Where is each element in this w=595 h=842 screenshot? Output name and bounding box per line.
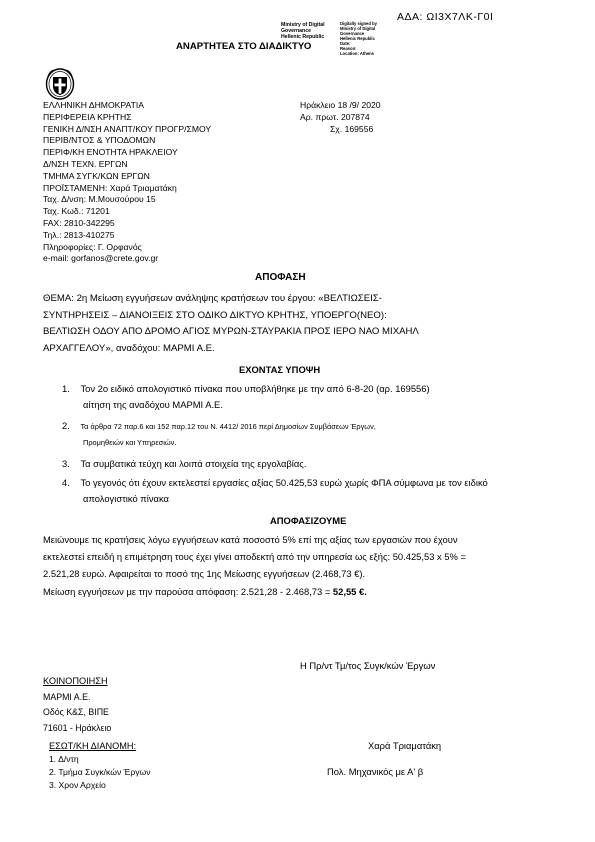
decision-text — [43, 531, 466, 600]
signature-right-line: Ministry of Digital — [340, 26, 376, 31]
sender-line: ΠΕΡΙΒ/ΝΤΟΣ & ΥΠΟΔΟΜΩΝ — [43, 135, 156, 146]
decision-summary — [43, 583, 466, 600]
signature-left-line: Ministry of Digital — [281, 22, 325, 28]
ada-code: ΑΔΑ: ΩΙ3Χ7ΛΚ-Γ0Ι — [397, 11, 494, 23]
distribution-line: 2. Τμήμα Συγκ/κών Έργων — [49, 767, 151, 777]
distribution-block — [49, 740, 151, 792]
notification-line: 71601 - Ηράκλειο — [43, 722, 112, 733]
subject-line: ΑΡΧΑΓΓΕΛΟΥ», αναδόχου: ΜΑΡΜΙ Α.Ε. — [43, 342, 215, 354]
distribution-line: 3. Χρον Αρχείο — [49, 780, 106, 790]
subject-line: ΘΕΜΑ: 2η Μείωση εγγυήσεων ανάληψης κρατήσεων του έργου: «ΒΕΛΤΙΩΣΕΙΣ- — [43, 293, 382, 304]
signature-right-line: Governance — [340, 31, 365, 36]
sender-line: ΠΡΟΪΣΤΑΜΕΝΗ: Χαρά Τριαματάκη — [43, 182, 177, 193]
considering-item — [62, 456, 306, 472]
sender-line: ΠΕΡΙΦ/ΚΗ ΕΝΟΤΗΤΑ ΗΡΑΚΛΕΙΟΥ — [43, 147, 178, 158]
distribution-line: 1. Δ/ντη — [49, 754, 79, 764]
item-number: 3. — [62, 458, 70, 469]
item-text: Τα συμβατικά τεύχη και λοιπά στοιχεία της εργολαβίας. — [80, 458, 307, 469]
notification-line: ΜΑΡΜΙ Α.Ε. — [43, 691, 91, 702]
related-number: Σχ. 169556 — [330, 123, 374, 134]
notification-block — [43, 674, 111, 736]
sender-line: FAX: 2810-342295 — [43, 217, 115, 228]
decision-line: εκτελεστεί επειδή η επιμέτρηση τους έχει γίνει αποδεκτή από την υπηρεσία ως εξής: 50.425,53 x 5% = — [43, 551, 466, 563]
considering-item — [62, 381, 430, 413]
item-text-cont: αίτηση της αναδόχου ΜΑΡΜΙ Α.Ε. — [83, 399, 223, 411]
signatory-name: Χαρά Τριαματάκη — [368, 740, 442, 751]
subject-line: ΣΥΝΤΗΡΗΣΕΙΣ – ΔΙΑΝΟΙΞΕΙΣ ΣΤΟ ΟΔΙΚΟ ΔΙΚΤΥΟ ΚΡΗΤΗΣ, ΥΠΟΕΡΓΟ(ΝΕΟ): — [43, 309, 387, 321]
distribution-heading: ΕΣΩΤ/ΚΗ ΔΙΑΝΟΜΗ: — [49, 741, 137, 751]
signatory-position: Πολ. Μηχανικός με Α' β — [327, 766, 424, 777]
sender-line: ΠΕΡΙΦΕΡΕΙΑ ΚΡΗΤΗΣ — [43, 111, 132, 122]
item-text: Τα άρθρα 72 παρ.6 και 152 παρ.12 του Ν. 4412/ 2016 περί Δημοσίων Συμβάσεων Έργων, — [80, 422, 376, 431]
item-text: Τον 2ο ειδικό απολογιστικό πίνακα που υποβλήθηκε με την από 6-8-20 (αρ. 169556) — [80, 383, 430, 394]
sender-line: Τηλ.: 2813-410275 — [43, 229, 115, 240]
sender-line: Ταχ. Κωδ.: 71201 — [43, 206, 110, 217]
publish-label: ΑΝΑΡΤΗΤΕΑ ΣΤΟ ΔΙΑΔΙΚΤΥΟ — [176, 41, 312, 52]
sender-line: Ταχ. Δ/νση: Μ.Μουσούρου 15 — [43, 194, 156, 205]
greek-emblem-icon — [45, 68, 75, 100]
item-number: 4. — [62, 477, 70, 488]
document-meta — [300, 100, 381, 135]
signature-right-line: Hellenic Republic — [340, 36, 375, 41]
decision-line: 2.521,28 ευρώ. Αφαιρείται το ποσό της 1ης Μείωσης εγγυήσεων (2.468,73 €). — [43, 568, 366, 580]
item-text-cont: Προμηθειών και Υπηρεσιών. — [83, 438, 177, 448]
item-text-cont: απολογιστικό πίνακα — [83, 493, 169, 505]
item-number: 1. — [62, 383, 70, 394]
signature-right-line: Reason: — [340, 46, 357, 51]
signature-right-line: Location: Athens — [340, 51, 375, 56]
decision-summary-text: Μείωση εγγυήσεων με την παρούσα απόφαση: 2.521,28 - 2.468,73 = — [43, 585, 333, 597]
notification-heading: ΚΟΙΝΟΠΟΙΗΣΗ — [43, 676, 108, 686]
subject-block — [43, 291, 419, 357]
considering-heading: ΕΧΟΝΤΑΣ ΥΠΟΨΗ — [239, 364, 321, 375]
considering-item — [62, 418, 376, 451]
digital-signature-left — [281, 22, 325, 41]
signature-right-line: Digitally signed by — [340, 21, 377, 26]
sender-line: e-mail: gorfanos@crete.gov.gr — [43, 253, 159, 264]
decision-heading: ΑΠΟΦΑΣΙΖΟΥΜΕ — [270, 515, 347, 526]
considering-item — [62, 475, 488, 507]
signature-role: Η Πρ/ντ Τμ/τος Συγκ/κών Έργων — [300, 660, 436, 671]
document-date: Ηράκλειο 18 /9/ 2020 — [300, 100, 381, 110]
sender-line: Πληροφορίες: Γ. Ορφανός — [43, 241, 142, 252]
sender-block — [43, 100, 211, 265]
sender-line: ΓΕΝΙΚΗ Δ/ΝΣΗ ΑΝΑΠΤ/ΚΟΥ ΠΡΟΓΡ/ΣΜΟΥ — [43, 123, 212, 134]
subject-line: ΒΕΛΤΙΩΣΗ ΟΔΟΥ ΑΠΟ ΔΡΟΜΟ ΑΓΙΟΣ ΜΥΡΩΝ-ΣΤΑΥΡΑΚΙΑ ΠΡΟΣ ΙΕΡΟ ΝΑΟ ΜΙΧΑΗΛ — [43, 326, 419, 337]
sender-line: ΕΛΛΗΝΙΚΗ ΔΗΜΟΚΡΑΤΙΑ — [43, 100, 144, 110]
notification-line: Οδός Κ&Σ, ΒΙΠΕ — [43, 707, 109, 717]
decision-amount: 52,55 €. — [332, 585, 367, 597]
digital-signature-right — [340, 21, 377, 56]
protocol-number: Αρ. πρωτ. 207874 — [300, 111, 370, 122]
decision-line: Μειώνουμε τις κρατήσεις λόγω εγγυήσεων κατά ποσοστό 5% επί της αξίας των εργασιών που έχουν — [43, 534, 458, 545]
signature-right-line: Date: — [340, 41, 351, 46]
signature-left-line: Hellenic Republic — [281, 34, 325, 41]
document-title: ΑΠΟΦΑΣΗ — [255, 272, 306, 283]
item-text: Το γεγονός ότι έχουν εκτελεστεί εργασίες αξίας 50.425,53 ευρώ χωρίς ΦΠΑ σύμφωνα με τον ειδικό — [80, 477, 488, 488]
item-number: 2. — [62, 420, 70, 431]
signature-left-line: Governance — [281, 28, 311, 35]
sender-line: Δ/ΝΣΗ ΤΕΧΝ. ΕΡΓΩΝ — [43, 158, 128, 169]
sender-line: ΤΜΗΜΑ ΣΥΓΚ/ΚΩΝ ΕΡΓΩΝ — [43, 170, 150, 181]
